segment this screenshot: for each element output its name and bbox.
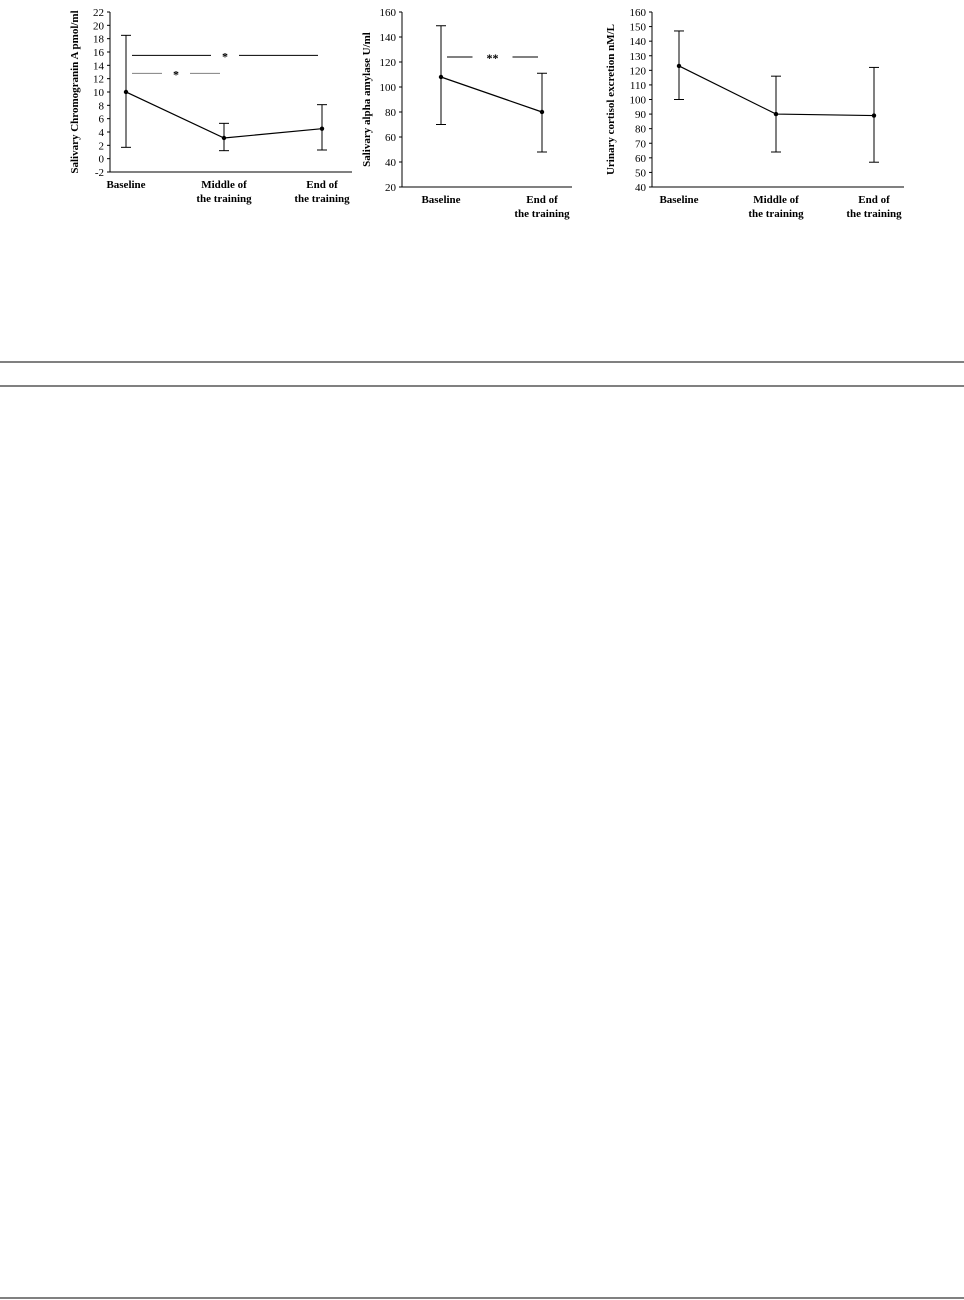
y-tick-label: 80 — [385, 107, 396, 119]
x-category-label: Middle of — [201, 179, 247, 191]
chart-panel-1 — [69, 7, 352, 205]
y-axis-label: Salivary alpha amylase U/ml — [361, 32, 373, 167]
y-tick-label: 14 — [93, 60, 104, 73]
y-tick-label: -2 — [94, 167, 104, 179]
y-tick-label: 160 — [379, 7, 396, 19]
y-tick-label: 18 — [93, 33, 104, 46]
y-tick-label: 110 — [629, 79, 646, 92]
y-tick-label: 40 — [385, 157, 396, 169]
x-category-label: Baseline — [659, 194, 699, 206]
data-point — [222, 136, 226, 140]
y-tick-label: 60 — [385, 132, 396, 144]
y-tick-label: 140 — [379, 32, 396, 44]
x-category-label: the training — [514, 208, 570, 220]
y-axis-label: Urinary cortisol excretion nM/L — [605, 23, 617, 176]
x-category-label: End of — [306, 179, 338, 191]
data-point — [872, 113, 876, 117]
y-tick-label: 50 — [635, 167, 646, 180]
y-tick-label: 2 — [98, 140, 104, 153]
y-tick-label: 150 — [629, 21, 646, 34]
y-axis-label: Salivary Chromogranin A pmol/ml — [69, 10, 81, 174]
y-tick-label: 12 — [93, 73, 104, 86]
x-category-label: Middle of — [753, 194, 799, 206]
data-point — [320, 126, 324, 130]
y-tick-label: 20 — [385, 182, 396, 194]
x-category-label: the training — [196, 193, 252, 205]
x-category-label: Baseline — [106, 179, 146, 191]
y-tick-label: 0 — [98, 153, 104, 166]
y-tick-label: 130 — [629, 50, 646, 63]
y-tick-label: 10 — [93, 87, 104, 99]
y-tick-label: 120 — [629, 65, 646, 78]
y-tick-label: 22 — [93, 7, 104, 19]
y-tick-label: 40 — [635, 182, 646, 194]
data-point — [540, 110, 544, 114]
y-tick-label: 6 — [98, 113, 104, 126]
chart-panel-2 — [361, 7, 572, 220]
y-tick-label: 80 — [635, 123, 646, 136]
x-category-label: the training — [294, 193, 350, 205]
x-category-label: the training — [846, 208, 902, 220]
series-line — [441, 77, 542, 112]
y-tick-label: 140 — [629, 36, 646, 49]
x-category-label: Baseline — [421, 194, 461, 206]
y-tick-label: 90 — [635, 109, 646, 122]
significance-marker: * — [222, 49, 228, 64]
x-category-label: End of — [858, 194, 890, 206]
y-tick-label: 100 — [629, 94, 646, 107]
y-tick-label: 4 — [98, 127, 104, 139]
data-point — [124, 90, 128, 94]
y-tick-label: 100 — [379, 82, 396, 94]
significance-marker: * — [173, 67, 179, 82]
significance-marker: ** — [486, 51, 499, 65]
x-category-label: the training — [748, 208, 804, 220]
y-tick-label: 160 — [629, 7, 646, 19]
y-tick-label: 70 — [635, 138, 646, 151]
data-point — [677, 64, 681, 68]
y-tick-label: 20 — [93, 20, 104, 33]
data-point — [439, 75, 443, 79]
x-category-label: End of — [526, 194, 558, 206]
y-tick-label: 120 — [379, 57, 396, 69]
y-tick-label: 16 — [93, 47, 104, 59]
y-tick-label: 60 — [635, 152, 646, 165]
chart-panel-3 — [605, 7, 904, 220]
data-point — [774, 112, 778, 116]
y-tick-label: 8 — [98, 100, 104, 113]
